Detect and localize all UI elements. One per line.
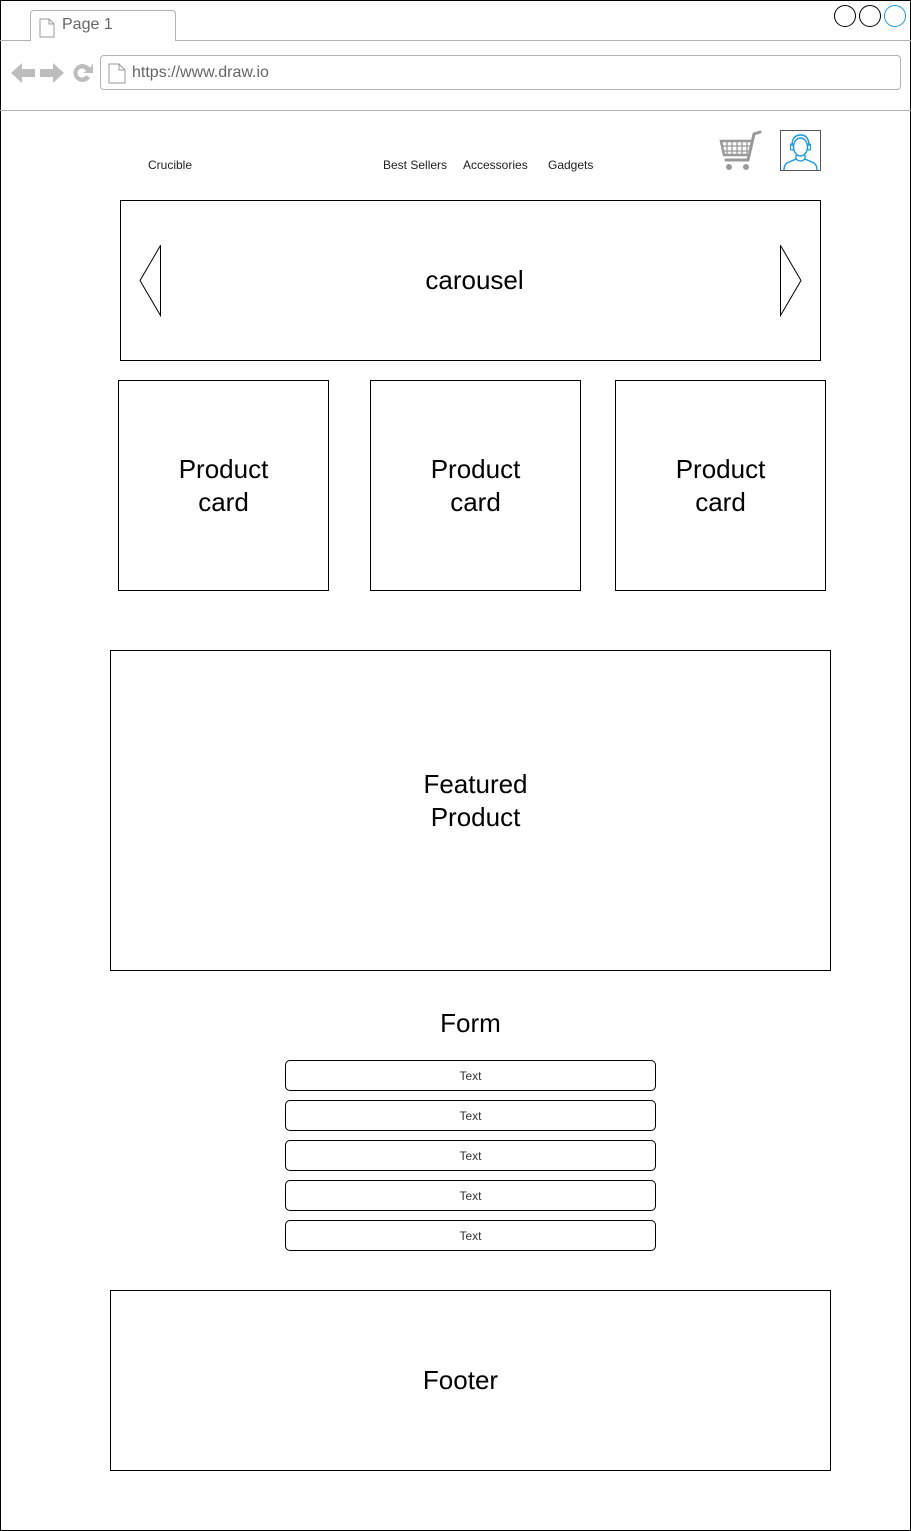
product-card[interactable] xyxy=(615,380,826,591)
user-avatar-icon[interactable] xyxy=(780,130,821,171)
product-card[interactable] xyxy=(370,380,581,591)
nav-link-accessories[interactable]: Accessories xyxy=(463,158,528,172)
form-text-field[interactable]: Text xyxy=(285,1180,656,1211)
product-card-label: Product card xyxy=(178,453,269,517)
footer xyxy=(110,1290,831,1471)
form-text-field[interactable]: Text xyxy=(285,1220,656,1251)
carousel[interactable] xyxy=(120,200,821,361)
product-card-label: Product card xyxy=(675,453,766,517)
triangle-right-icon[interactable] xyxy=(780,245,803,322)
shopping-cart-icon[interactable] xyxy=(718,129,762,178)
carousel-label: carousel xyxy=(425,265,524,295)
url-text: https://www.draw.io xyxy=(132,64,269,81)
back-arrow-icon[interactable] xyxy=(11,62,35,89)
featured-product-label: Featured Product xyxy=(423,768,528,832)
form-text-field[interactable]: Text xyxy=(285,1060,656,1091)
product-card-label: Product card xyxy=(430,453,521,517)
close-button[interactable] xyxy=(884,5,906,27)
tab-label: Page 1 xyxy=(62,16,113,33)
nav-link-best-sellers[interactable]: Best Sellers xyxy=(383,158,448,172)
nav-link-gadgets[interactable]: Gadgets xyxy=(548,158,594,172)
featured-product[interactable] xyxy=(110,650,831,971)
maximize-button[interactable] xyxy=(859,5,881,27)
page-icon xyxy=(39,18,55,43)
chrome-divider xyxy=(0,110,911,111)
site-logo-text[interactable]: Crucible xyxy=(148,158,193,172)
triangle-left-icon[interactable] xyxy=(139,245,162,322)
form-text-field[interactable]: Text xyxy=(285,1140,656,1171)
footer-label: Footer xyxy=(422,1365,499,1395)
minimize-button[interactable] xyxy=(834,5,856,27)
page-icon xyxy=(108,63,126,89)
browser-tab[interactable] xyxy=(30,10,176,41)
reload-icon[interactable] xyxy=(71,62,95,89)
forward-arrow-icon[interactable] xyxy=(40,62,64,89)
form-title: Form xyxy=(440,1008,501,1038)
product-card[interactable] xyxy=(118,380,329,591)
form-text-field[interactable]: Text xyxy=(285,1100,656,1131)
address-bar[interactable] xyxy=(100,55,901,90)
